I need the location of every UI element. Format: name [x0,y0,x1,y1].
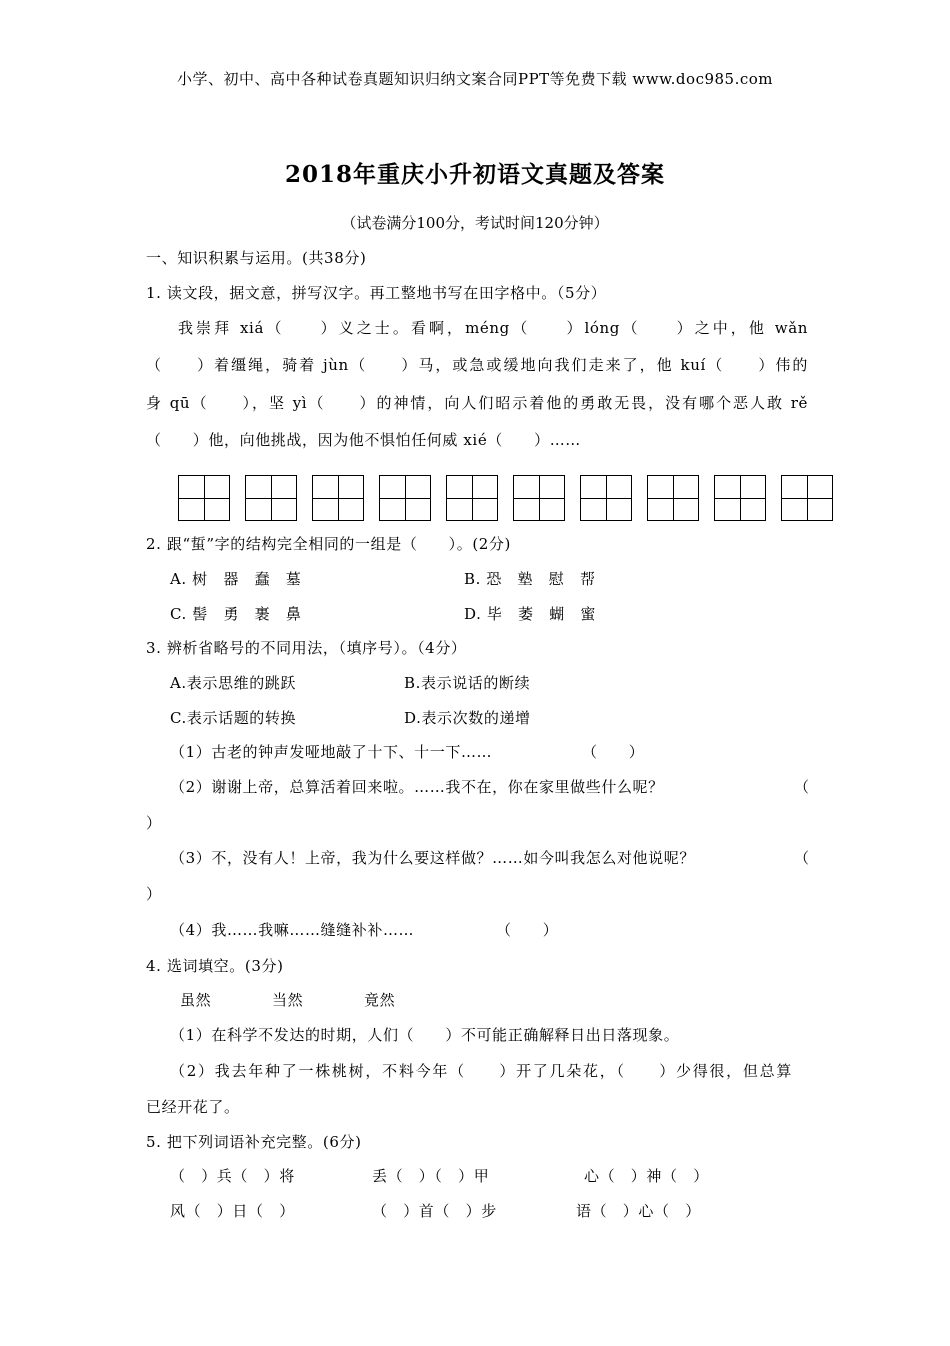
question-2-stem: 2. 跟“蜇”字的结构完全相同的一组是（ ）。(2分) [146,535,511,553]
tianzige-box[interactable] [781,475,833,521]
question-3-option-a: A.表示思维的跳跃 [170,674,297,692]
question-2-option-a: A. 树 器 蠢 墓 [170,570,302,588]
section-heading: 一、知识积累与运用。(共38分) [146,249,367,267]
question-3-option-d: D.表示次数的递增 [404,709,531,727]
word-choice: 当然 [272,991,304,1009]
question-2-option-b: B. 恐 塾 慰 帮 [464,570,596,588]
tianzige-writing-grid [178,475,838,523]
tianzige-box[interactable] [178,475,230,521]
answer-blank-close: ） [146,885,162,903]
question-4-stem: 4. 选词填空。(3分) [146,957,284,975]
answer-blank-close: ） [146,814,162,832]
question-1-passage-line: 我崇拜 xiá（ ）义之士。看啊，méng（ ）lóng（ ）之中，他 wǎn [178,319,808,337]
idiom-fill: 风（ ）日（ ） [170,1202,295,1220]
question-5-stem: 5. 把下列词语补充完整。(6分) [146,1133,362,1151]
question-1-passage-line: （ ）他，向他挑战，因为他不惧怕任何威 xié（ ）…… [146,431,581,449]
question-3-stem: 3. 辨析省略号的不同用法，（填序号）。（4分） [146,639,467,657]
answer-blank[interactable]: （ ） [582,743,645,761]
question-4-item-1: （1）在科学不发达的时期，人们（ ）不可能正确解释日出日落现象。 [170,1026,680,1044]
question-4-item-2: （2）我去年种了一株桃树，不料今年（ ）开了几朵花，（ ）少得很，但总算 [170,1062,792,1080]
question-3-option-b: B.表示说话的断续 [404,674,531,692]
idiom-fill: 心（ ）神（ ） [584,1167,709,1185]
tianzige-box[interactable] [513,475,565,521]
question-4-item-2-cont: 已经开花了。 [146,1098,240,1116]
tianzige-box[interactable] [446,475,498,521]
question-2-option-d: D. 毕 萎 蝴 蜜 [464,605,597,623]
tianzige-box[interactable] [714,475,766,521]
question-2-option-c: C. 髻 勇 裹 鼻 [170,605,302,623]
idiom-fill: 语（ ）心（ ） [576,1202,701,1220]
question-1-passage-line: 身 qū（ ），坚 yì（ ）的神情，向人们昭示着他的勇敢无畏，没有哪个恶人敢 rě [146,394,808,412]
tianzige-box[interactable] [379,475,431,521]
question-3-option-c: C.表示话题的转换 [170,709,297,727]
question-3-item-4: （4）我……我嘛……缝缝补补…… [170,921,415,939]
idiom-fill: 丢（ ）（ ）甲 [372,1167,490,1185]
exam-info: （试卷满分100分，考试时间120分钟） [341,214,609,232]
answer-blank-open[interactable]: （ [794,849,810,867]
word-choice: 虽然 [180,991,212,1009]
word-choice: 竟然 [364,991,396,1009]
question-1-passage-line: （ ）着缰绳，骑着 jùn（ ）马，或急或缓地向我们走来了，他 kuí（ ）伟的 [146,356,808,374]
tianzige-box[interactable] [312,475,364,521]
question-1-stem: 1. 读文段，据文意，拼写汉字。再工整地书写在田字格中。（5分） [146,284,607,302]
idiom-fill: （ ）兵（ ）将 [170,1167,295,1185]
question-3-item-3: （3）不，没有人！上帝，我为什么要这样做？……如今叫我怎么对他说呢？ [170,849,695,867]
tianzige-box[interactable] [647,475,699,521]
tianzige-box[interactable] [245,475,297,521]
tianzige-box[interactable] [580,475,632,521]
idiom-fill: （ ）首（ ）步 [372,1202,497,1220]
page-header-banner: 小学、初中、高中各种试卷真题知识归纳文案合同PPT等免费下载 www.doc985.com [176,70,774,88]
page-title: 2018年重庆小升初语文真题及答案 [284,161,665,188]
question-3-item-1: （1）古老的钟声发哑地敲了十下、十一下…… [170,743,493,761]
answer-blank[interactable]: （ ） [496,921,559,939]
answer-blank-open[interactable]: （ [794,778,810,796]
question-3-item-2: （2）谢谢上帝，总算活着回来啦。……我不在，你在家里做些什么呢？ [170,778,664,796]
